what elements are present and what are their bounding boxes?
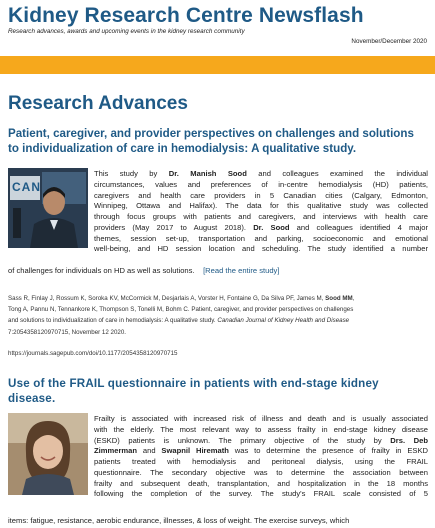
author-name: Dr. Manish Sood [168, 169, 247, 178]
header-divider [0, 74, 435, 79]
article-1-summary-line [94, 223, 428, 234]
summary-text: themes, session set-up, transportation and parking, socioeconomic and emotional [94, 233, 428, 243]
article-2-summary-line [94, 425, 428, 436]
summary-text: through focus groups with patients and caregivers, and interviews with health care [94, 212, 428, 221]
summary-text: questionnaire. The secondary objective was to determine the association between [94, 467, 428, 477]
citation-authors: Sass R, Finlay J, Rossum K, Soroka KV, McCormick M, Desjarlais A, Vorster H, Fontaine G, Da Silva PF, James M, [8, 295, 324, 302]
author-name: Dr. Sood [253, 222, 290, 232]
article-1-summary-line [94, 212, 428, 223]
citation-title: and solutions to individualization of care in hemodialysis: A qualitative study. [8, 317, 216, 325]
summary-text: and colleagues identified 4 major [289, 222, 428, 232]
article-1-summary-end: of challenges for individuals on HD as well as solutions. [8, 266, 195, 275]
person-photo-icon [8, 413, 88, 495]
article-1-title-line: Patient, caregiver, and provider perspectives on challenges and solutions [8, 127, 414, 140]
summary-text: circumstances, values and preferences of in-centre hemodialysis (HD) patients, [94, 179, 428, 189]
article-2-summary-line [94, 479, 428, 490]
article-1-summary-line [94, 234, 428, 245]
summary-text: frailty and subsequent death, transplantation, and hospitalization in the 18 months [94, 478, 428, 488]
summary-text: was to determine the presence of frailty in ESKD [228, 446, 428, 456]
article-2-summary [94, 414, 428, 500]
newsletter-title: Kidney Research Centre Newsflash [8, 4, 364, 27]
author-name: Drs. Deb [390, 435, 428, 445]
summary-text: and [137, 446, 162, 456]
summary-text: following the completion of the survey. The study's FRAIL scale consisted of 5 [94, 489, 428, 499]
header-color-band [0, 56, 435, 74]
author-photo-zimmerman [8, 413, 88, 495]
summary-text: with the elderly. The most relevant way to assess frailty in end-stage kidney disease [94, 424, 428, 434]
citation-volume: 7:2054358120970715, November 12 2020. [8, 328, 127, 336]
article-2-title[interactable] [8, 376, 428, 406]
summary-text: caregivers and health care providers in 5 Canadian cities (Calgary, Edmonton, [94, 190, 428, 200]
article-1-summary-line [94, 169, 428, 180]
read-entire-study-link[interactable]: [Read the entire study] [203, 266, 280, 275]
article-1-title[interactable] [8, 126, 428, 156]
summary-text: Frailty is associated with increased risk of illness and death and is usually associated [94, 414, 428, 423]
summary-text: patients treated with hemodialysis and peritoneal dialysis, using the FRAIL [94, 457, 428, 466]
article-2-title-line: disease. [8, 392, 56, 405]
citation-journal: Canadian Journal of Kidney Health and Disease [217, 317, 350, 325]
article-1-doi-link[interactable]: https://journals.sagepub.com/doi/10.1177/2054358120970715 [8, 350, 178, 357]
article-2-summary-lines [94, 414, 428, 500]
summary-text: well-being, and HD session location and scheduling. The study identified a number [94, 244, 428, 254]
article-2-summary-line [94, 436, 428, 447]
article-1-summary [94, 169, 428, 255]
article-2-summary-continued: items: fatigue, resistance, aerobic endurance, illnesses, & loss of weight. The exercise surveys, which [8, 516, 350, 525]
article-1-summary-line [94, 191, 428, 202]
citation-authors-cont: Tong A, Pannu N, Tennankore K, Thompson S, Tonelli M, Bohm C. Patient, caregiver, and provider perspectives on challenges [8, 306, 354, 314]
article-2-summary-line [94, 457, 428, 468]
article-1-citation: Sass R, Finlay J, Rossum K, Soroka KV, McCormick M, Desjarlais A, Vorster H, Fontaine G, Da Silva PF, James M, Sood MM, Tong A, Pannu N, Tennankore K, Thompson S, Tonelli M, Bohm C. Patient, caregiver, and provider perspectives on challenges and solutions to individualization of care in hemodialysis: A qualitative study. Canadian Journal of Kidney Health and Disease 7:2054358120970715, November 12 2020. [8, 293, 428, 338]
article-2-summary-line [94, 489, 428, 500]
article-1-summary-lines [94, 169, 428, 255]
article-1-summary-continued [8, 266, 428, 277]
author-name: Swapnil Hiremath [161, 446, 229, 456]
issue-date: November/December 2020 [351, 38, 427, 45]
backdrop-logo-text: CAN [12, 180, 41, 194]
section-heading: Research Advances [8, 93, 188, 114]
author-name: Zimmerman [94, 446, 138, 456]
article-2-title-line: Use of the FRAIL questionnaire in patients with end-stage kidney [8, 377, 379, 390]
summary-text: This study by [94, 169, 169, 178]
summary-text: and colleagues examined the individual [246, 169, 428, 178]
article-1-title-line: to individualization of care in hemodialysis: A qualitative study. [8, 142, 357, 155]
masthead [0, 0, 435, 56]
newsletter-tagline: Research advances, awards and upcoming events in the kidney research community [8, 28, 245, 35]
summary-text: (ESKD) patients is unknown. The primary objective of the study by [94, 435, 391, 445]
article-1-summary-line [94, 180, 428, 191]
author-photo-sood [8, 168, 88, 248]
summary-text: Winnipeg, Ottawa and Halifax). The data for this qualitative study was collected [94, 201, 428, 211]
article-2-summary-line [94, 446, 428, 457]
article-2-summary-line [94, 414, 428, 425]
article-1-summary-line [94, 201, 428, 212]
summary-text: providers (May 2017 to August 2018). [94, 222, 254, 232]
article-1-summary-line [94, 244, 428, 255]
article-2-summary-line [94, 468, 428, 479]
citation-highlight-author: Sood MM [325, 295, 353, 302]
